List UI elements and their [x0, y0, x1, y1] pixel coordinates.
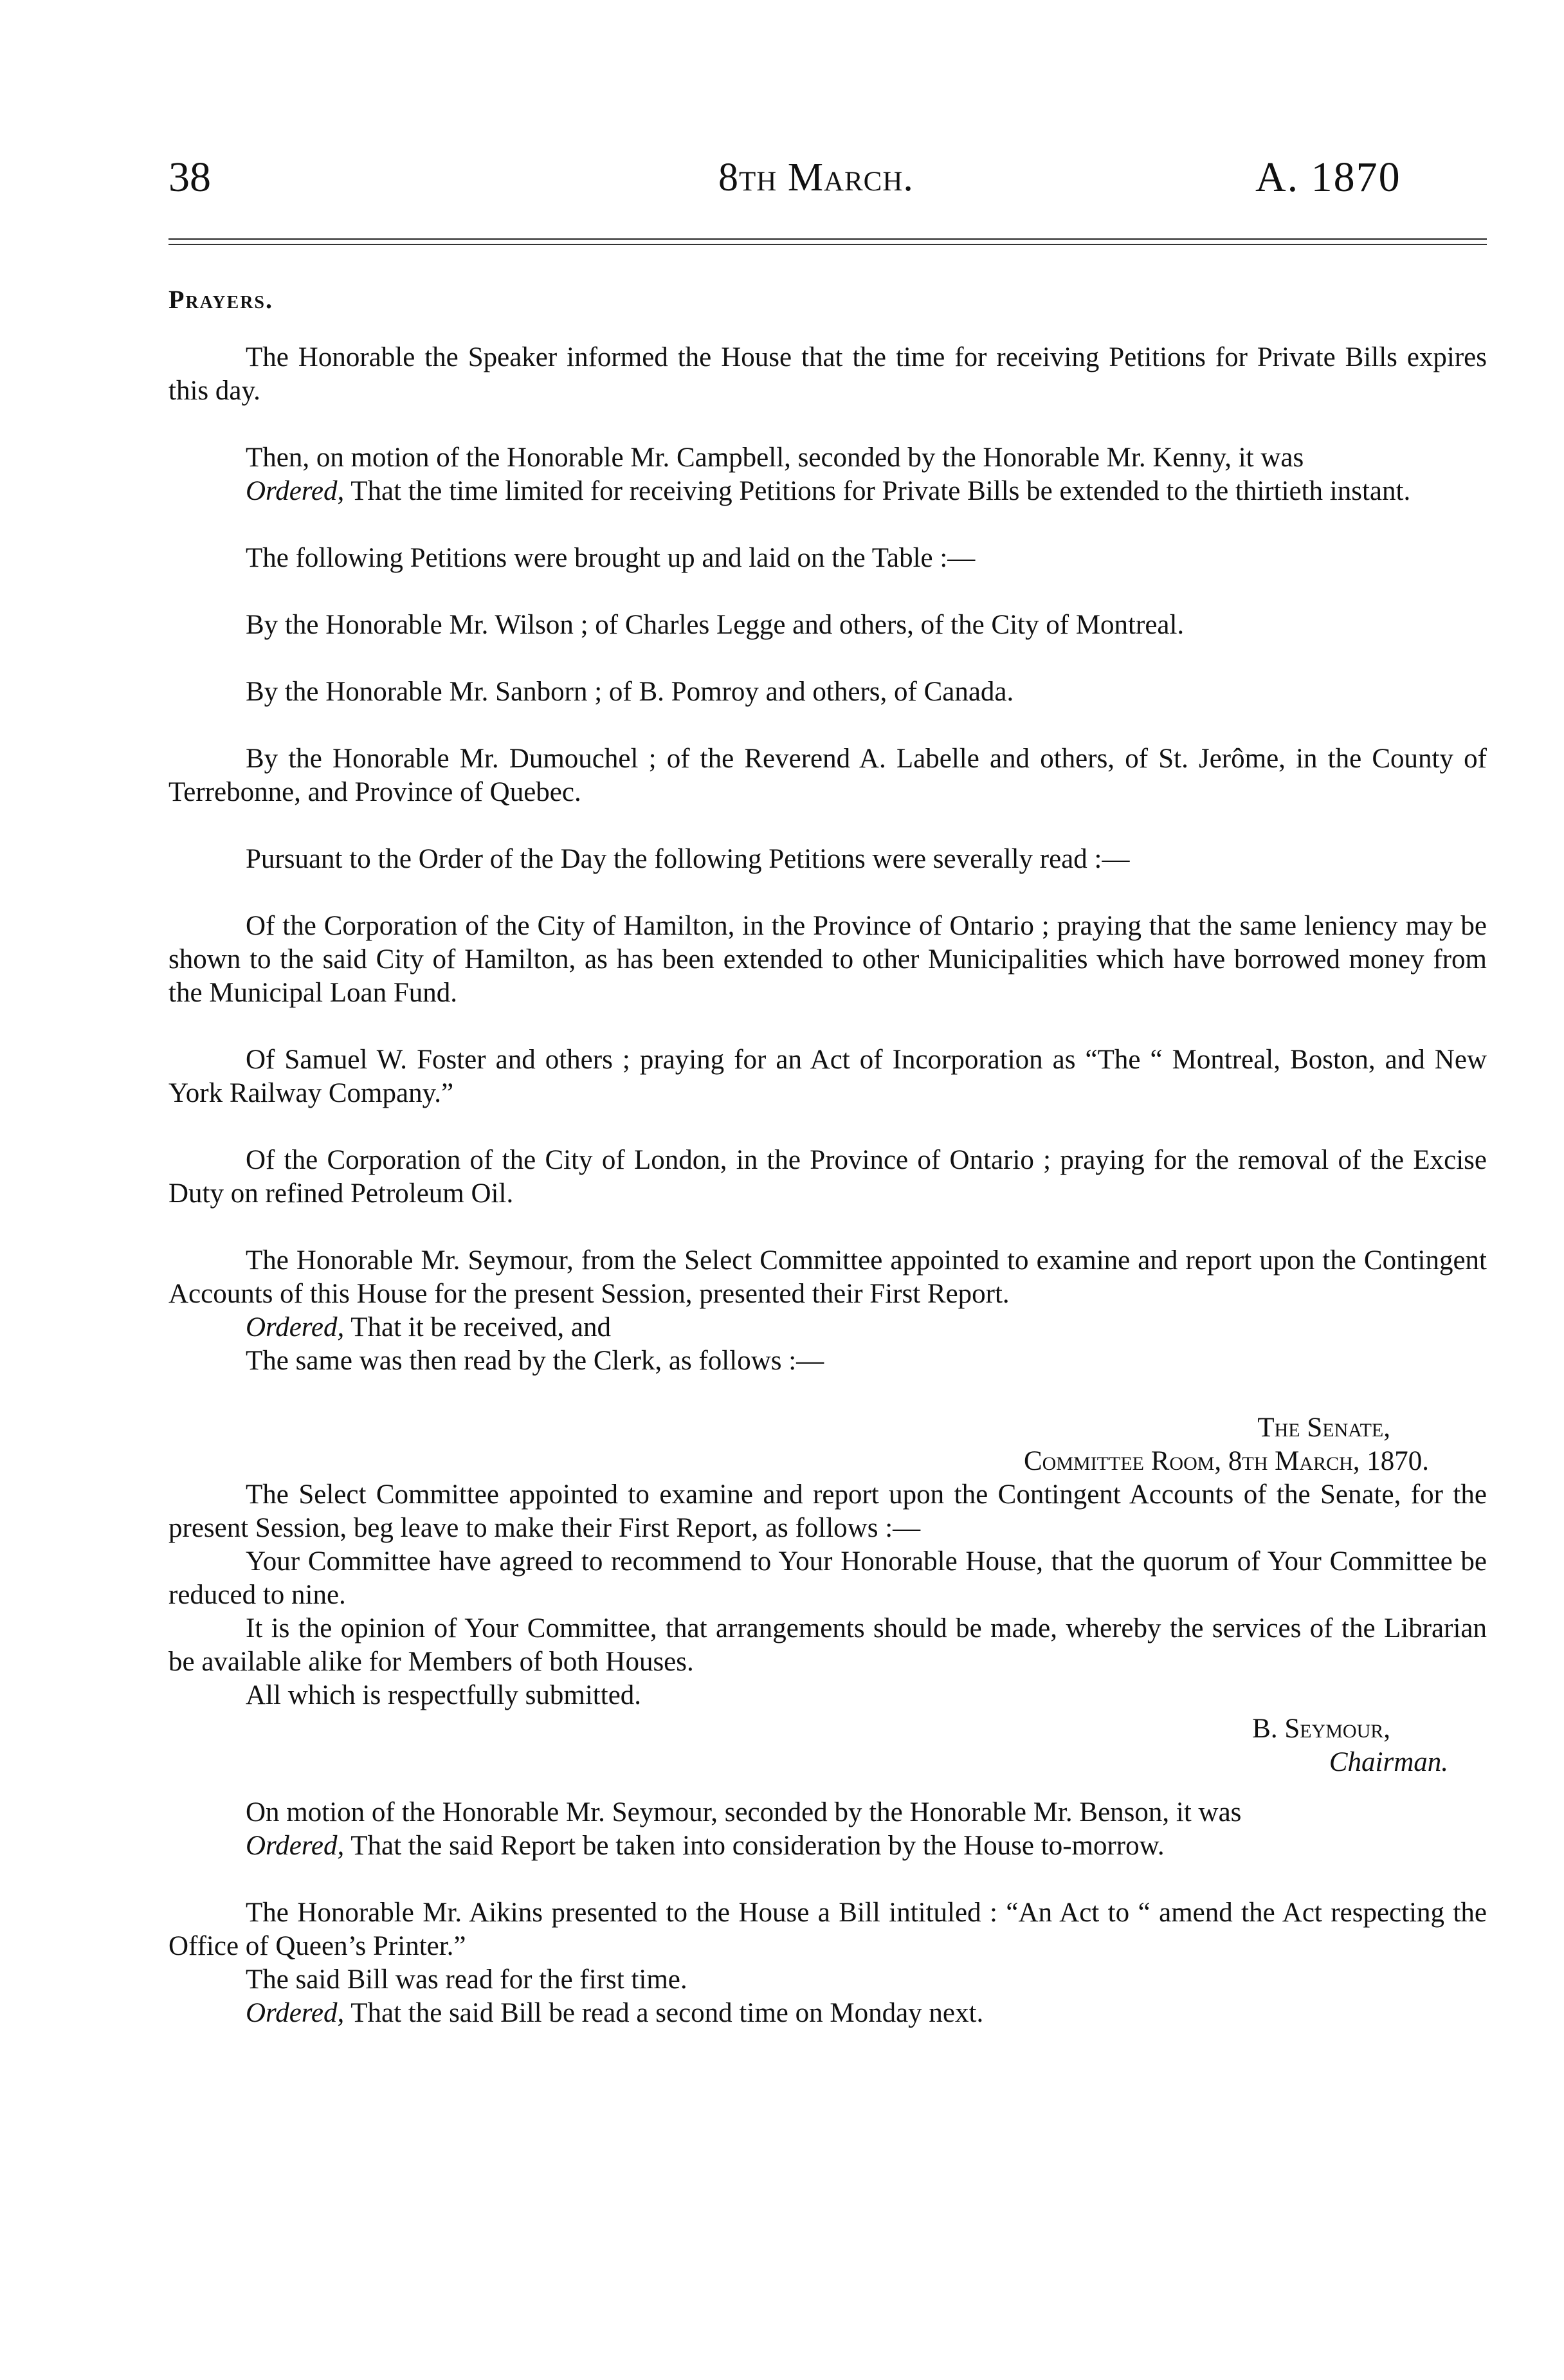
paragraph: Of the Corporation of the City of London, in the Province of Ontario ; praying for the removal of the Excise Duty on refined Petroleum Oil.	[168, 1145, 1487, 1209]
paragraph: The Honorable Mr. Seymour, from the Select Committee appointed to examine and report upon the Contingent Accounts of this House for the present Session, presented their First Report.	[168, 1245, 1487, 1309]
report-place: The Senate,	[1257, 1413, 1390, 1443]
paragraph: The Honorable the Speaker informed the House that the time for receiving Petitions for Private Bills expires this day.	[168, 342, 1487, 406]
ordered-label: Ordered,	[246, 476, 345, 506]
header-year: A. 1870	[1255, 154, 1401, 201]
report-paragraph: All which is respectfully submitted.	[246, 1680, 642, 1710]
header-date: 8th March.	[718, 156, 914, 199]
paragraph: Of Samuel W. Foster and others ; praying for an Act of Incorporation as “The “ Montreal, Boston, and New York Railway Company.”	[168, 1045, 1487, 1108]
ordered-label: Ordered,	[246, 1998, 345, 2028]
paragraph-text: That the said Bill be read a second time on Monday next.	[344, 1998, 984, 2028]
paragraph: The following Petitions were brought up and laid on the Table :—	[246, 543, 976, 573]
section-heading: Prayers.	[168, 285, 273, 314]
paragraph	[168, 475, 1487, 508]
signatory-title: Chairman.	[1329, 1747, 1448, 1777]
page-header	[168, 154, 1487, 219]
paragraph	[168, 1829, 1487, 1863]
paragraph: By the Honorable Mr. Wilson ; of Charles Legge and others, of the City of Montreal.	[246, 610, 1185, 640]
signatory: B. Seymour,	[1252, 1714, 1390, 1744]
paragraph: The said Bill was read for the first time.	[246, 1964, 687, 1995]
report-paragraph: It is the opinion of Your Committee, that arrangements should be made, whereby the services of the Librarian be available alike for Members of both Houses.	[168, 1613, 1487, 1677]
page-body	[168, 341, 1487, 2030]
paragraph: The Honorable Mr. Aikins presented to the House a Bill intituled : “An Act to “ amend the Act respecting the Office of Queen’s Printer.”	[168, 1898, 1487, 1961]
header-rule	[168, 238, 1487, 245]
paragraph: The same was then read by the Clerk, as follows :—	[246, 1346, 824, 1376]
paragraph-text: That the said Report be taken into consideration by the House to-morrow.	[344, 1831, 1165, 1861]
ordered-label: Ordered,	[246, 1831, 345, 1861]
report-paragraph: The Select Committee appointed to examine and report upon the Contingent Accounts of the Senate, for the present Session, beg leave to make their First Report, as follows :—	[168, 1479, 1487, 1543]
paragraph	[168, 1997, 1487, 2030]
paragraph-text: That it be received, and	[344, 1312, 611, 1342]
ordered-label: Ordered,	[246, 1312, 345, 1342]
paragraph	[168, 1311, 1487, 1344]
paragraph: Pursuant to the Order of the Day the following Petitions were severally read :—	[246, 844, 1130, 874]
report-room-date: Committee Room, 8th March, 1870.	[1024, 1446, 1429, 1476]
paragraph: Then, on motion of the Honorable Mr. Campbell, seconded by the Honorable Mr. Kenny, it was	[246, 443, 1304, 473]
page-number: 38	[168, 154, 211, 201]
paragraph-text: That the time limited for receiving Petitions for Private Bills be extended to the thirtieth instant.	[344, 476, 1411, 506]
report-paragraph: Your Committee have agreed to recommend to Your Honorable House, that the quorum of Your Committee be reduced to nine.	[168, 1546, 1487, 1610]
paragraph: By the Honorable Mr. Sanborn ; of B. Pomroy and others, of Canada.	[246, 677, 1014, 707]
paragraph: By the Honorable Mr. Dumouchel ; of the Reverend A. Labelle and others, of St. Jerôme, in the County of Terrebonne, and Province of Quebec.	[168, 744, 1487, 807]
paragraph: Of the Corporation of the City of Hamilton, in the Province of Ontario ; praying that the same leniency may be shown to the said City of Hamilton, as has been extended to other Municipalities which have borrowed money from the Municipal Loan Fund.	[168, 911, 1487, 1008]
paragraph: On motion of the Honorable Mr. Seymour, seconded by the Honorable Mr. Benson, it was	[246, 1797, 1242, 1827]
